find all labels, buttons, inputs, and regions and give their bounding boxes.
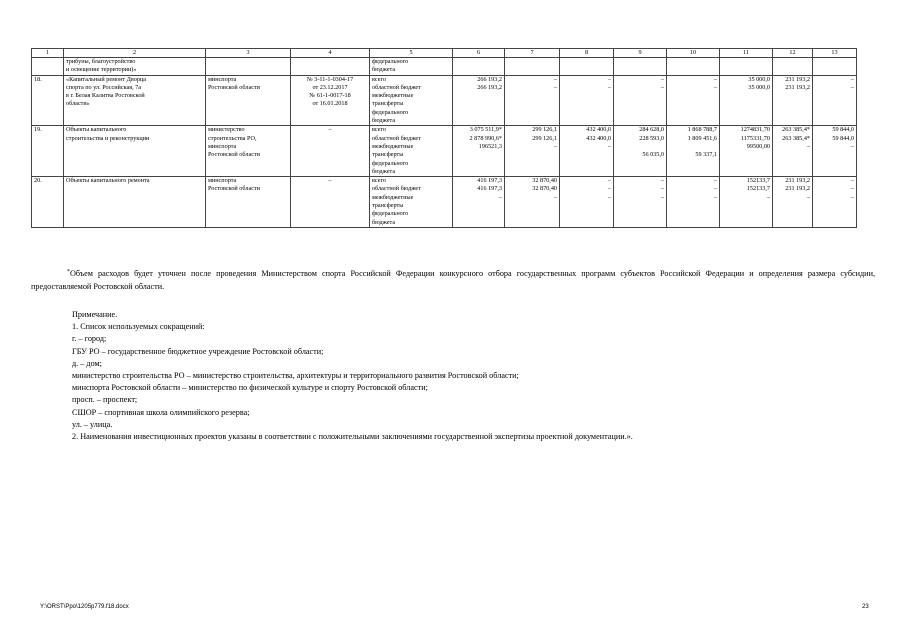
table-cell: 284 628,0 228 593,0 56 035,0	[614, 126, 667, 177]
table-cell: минспорта Ростовской области	[206, 177, 291, 228]
table-cell: 432 400,0 432 400,0 –	[560, 126, 614, 177]
table-row	[32, 58, 857, 76]
note-line: д. – дом;	[72, 358, 102, 368]
table-row	[32, 177, 857, 228]
table-cell	[773, 58, 813, 76]
table-cell: 1274831,70 1175331,70 99500,00	[720, 126, 773, 177]
note-line: 1. Список используемых сокращений:	[72, 322, 205, 332]
note-line: 2. Наименования инвестиционных проектов указаны в соответствии с положительными заключениями государственной экспертизы проектной документации.».	[72, 432, 633, 442]
table-cell: 20.	[32, 177, 64, 228]
column-header-4: 4	[291, 49, 370, 58]
table-cell: – – –	[614, 177, 667, 228]
footnote	[31, 266, 875, 293]
table-cell: – – –	[667, 177, 720, 228]
table-cell	[291, 58, 370, 76]
file-path: Y:\ORST\Ppo\1205p779.f18.docx	[40, 604, 129, 610]
column-header-10: 10	[667, 49, 720, 58]
note-line: СШОР – спортивная школа олимпийского резерва;	[72, 407, 250, 417]
column-header-8: 8	[560, 49, 614, 58]
table-cell: Объекты капитального строительства и реконструкции	[64, 126, 206, 177]
table-cell: 1 868 788,7 1 809 451,6 59 337,1	[667, 126, 720, 177]
footnote-mark: *	[67, 269, 70, 275]
table-cell: 231 193,2 231 193,2	[773, 75, 813, 126]
table-cell: Объекты капитального ремонта	[64, 177, 206, 228]
column-header-13: 13	[813, 49, 857, 58]
table-cell: 263 385,4* 263 385,4* –	[773, 126, 813, 177]
table-cell: министерство строительства РО, минспорта Ростовской области	[206, 126, 291, 177]
table-cell: – – –	[813, 177, 857, 228]
table-cell: – –	[560, 75, 614, 126]
note-line: г. – город;	[72, 334, 107, 344]
table-cell: – –	[614, 75, 667, 126]
budget-table	[31, 48, 857, 228]
note-line: Примечание.	[72, 310, 118, 319]
column-header-11: 11	[720, 49, 773, 58]
table-cell: всего областной бюджет межбюджетные трансферты федерального бюджета	[370, 75, 453, 126]
table-cell: 32 870,40 32 870,40 –	[505, 177, 560, 228]
column-header-1: 1	[32, 49, 64, 58]
note-line: просп. – проспект;	[72, 395, 138, 405]
note-line: министерство строительства РО – министерство строительства, архитектуры и территориального развития Ростовской области;	[72, 371, 519, 381]
table-cell	[614, 58, 667, 76]
footnote-text: Объем расходов будет уточнен после проведения Министерством спорта Российской Федерации конкурсного отбора государственных программ субъектов Российской Федерации и определения размера субсидии, предоставляемой Ростовской области.	[31, 269, 875, 291]
table-cell: трибуны, благоустройство и освещение территории)»	[64, 58, 206, 76]
table-cell: 152133,7 152133,7 –	[720, 177, 773, 228]
table-cell: 35 000,0 35 000,0	[720, 75, 773, 126]
table-cell: всего областной бюджет межбюджетные трансферты федерального бюджета	[370, 126, 453, 177]
table-cell: «Капитальный ремонт Дворца спорта по ул. Российская, 7а в г. Белая Калитва Ростовской области»	[64, 75, 206, 126]
table-cell	[206, 58, 291, 76]
note-line: минспорта Ростовской области – министерство по физической культуре и спорту Ростовской области;	[72, 383, 428, 393]
table-cell: федерального бюджета	[370, 58, 453, 76]
note-line: ГБУ РО – государственное бюджетное учреждение Ростовской области;	[72, 346, 324, 356]
table-cell: 3 075 511,9* 2 878 990,6* 196521,3	[453, 126, 505, 177]
note-line: ул. – улица.	[72, 419, 113, 429]
table-cell	[667, 58, 720, 76]
table-row	[32, 75, 857, 126]
notes-block	[72, 309, 872, 443]
table-cell: 18.	[32, 75, 64, 126]
table-cell: 59 844,0 59 844,0 –	[813, 126, 857, 177]
table-cell	[32, 58, 64, 76]
table-cell: всего областной бюджет межбюджетные трансферты федерального бюджета	[370, 177, 453, 228]
table-cell: 266 193,2 266 193,2	[453, 75, 505, 126]
column-header-6: 6	[453, 49, 505, 58]
table-cell: 231 193,2 231 193,2 –	[773, 177, 813, 228]
table-cell: 299 126,1 299 126,1 –	[505, 126, 560, 177]
column-header-9: 9	[614, 49, 667, 58]
column-header-12: 12	[773, 49, 813, 58]
table-row	[32, 126, 857, 177]
column-header-3: 3	[206, 49, 291, 58]
table-cell	[505, 58, 560, 76]
header-row	[32, 49, 857, 58]
table-cell	[813, 58, 857, 76]
table-cell: минспорта Ростовской области	[206, 75, 291, 126]
column-header-7: 7	[505, 49, 560, 58]
table-cell	[560, 58, 614, 76]
table-cell: – –	[667, 75, 720, 126]
page-number: 23	[862, 604, 869, 610]
table-cell	[453, 58, 505, 76]
table-cell: № 3-11-1-0304-17 от 23.12.2017 № 61-1-0017-18 от 16.01.2018	[291, 75, 370, 126]
table-cell: 416 197,3 416 197,3 –	[453, 177, 505, 228]
column-header-5: 5	[370, 49, 453, 58]
table-cell: –	[291, 177, 370, 228]
table-cell: –	[291, 126, 370, 177]
table-cell: 19.	[32, 126, 64, 177]
table-cell: – – –	[560, 177, 614, 228]
table-cell: – –	[813, 75, 857, 126]
column-header-2: 2	[64, 49, 206, 58]
table-cell: – –	[505, 75, 560, 126]
table-cell	[720, 58, 773, 76]
